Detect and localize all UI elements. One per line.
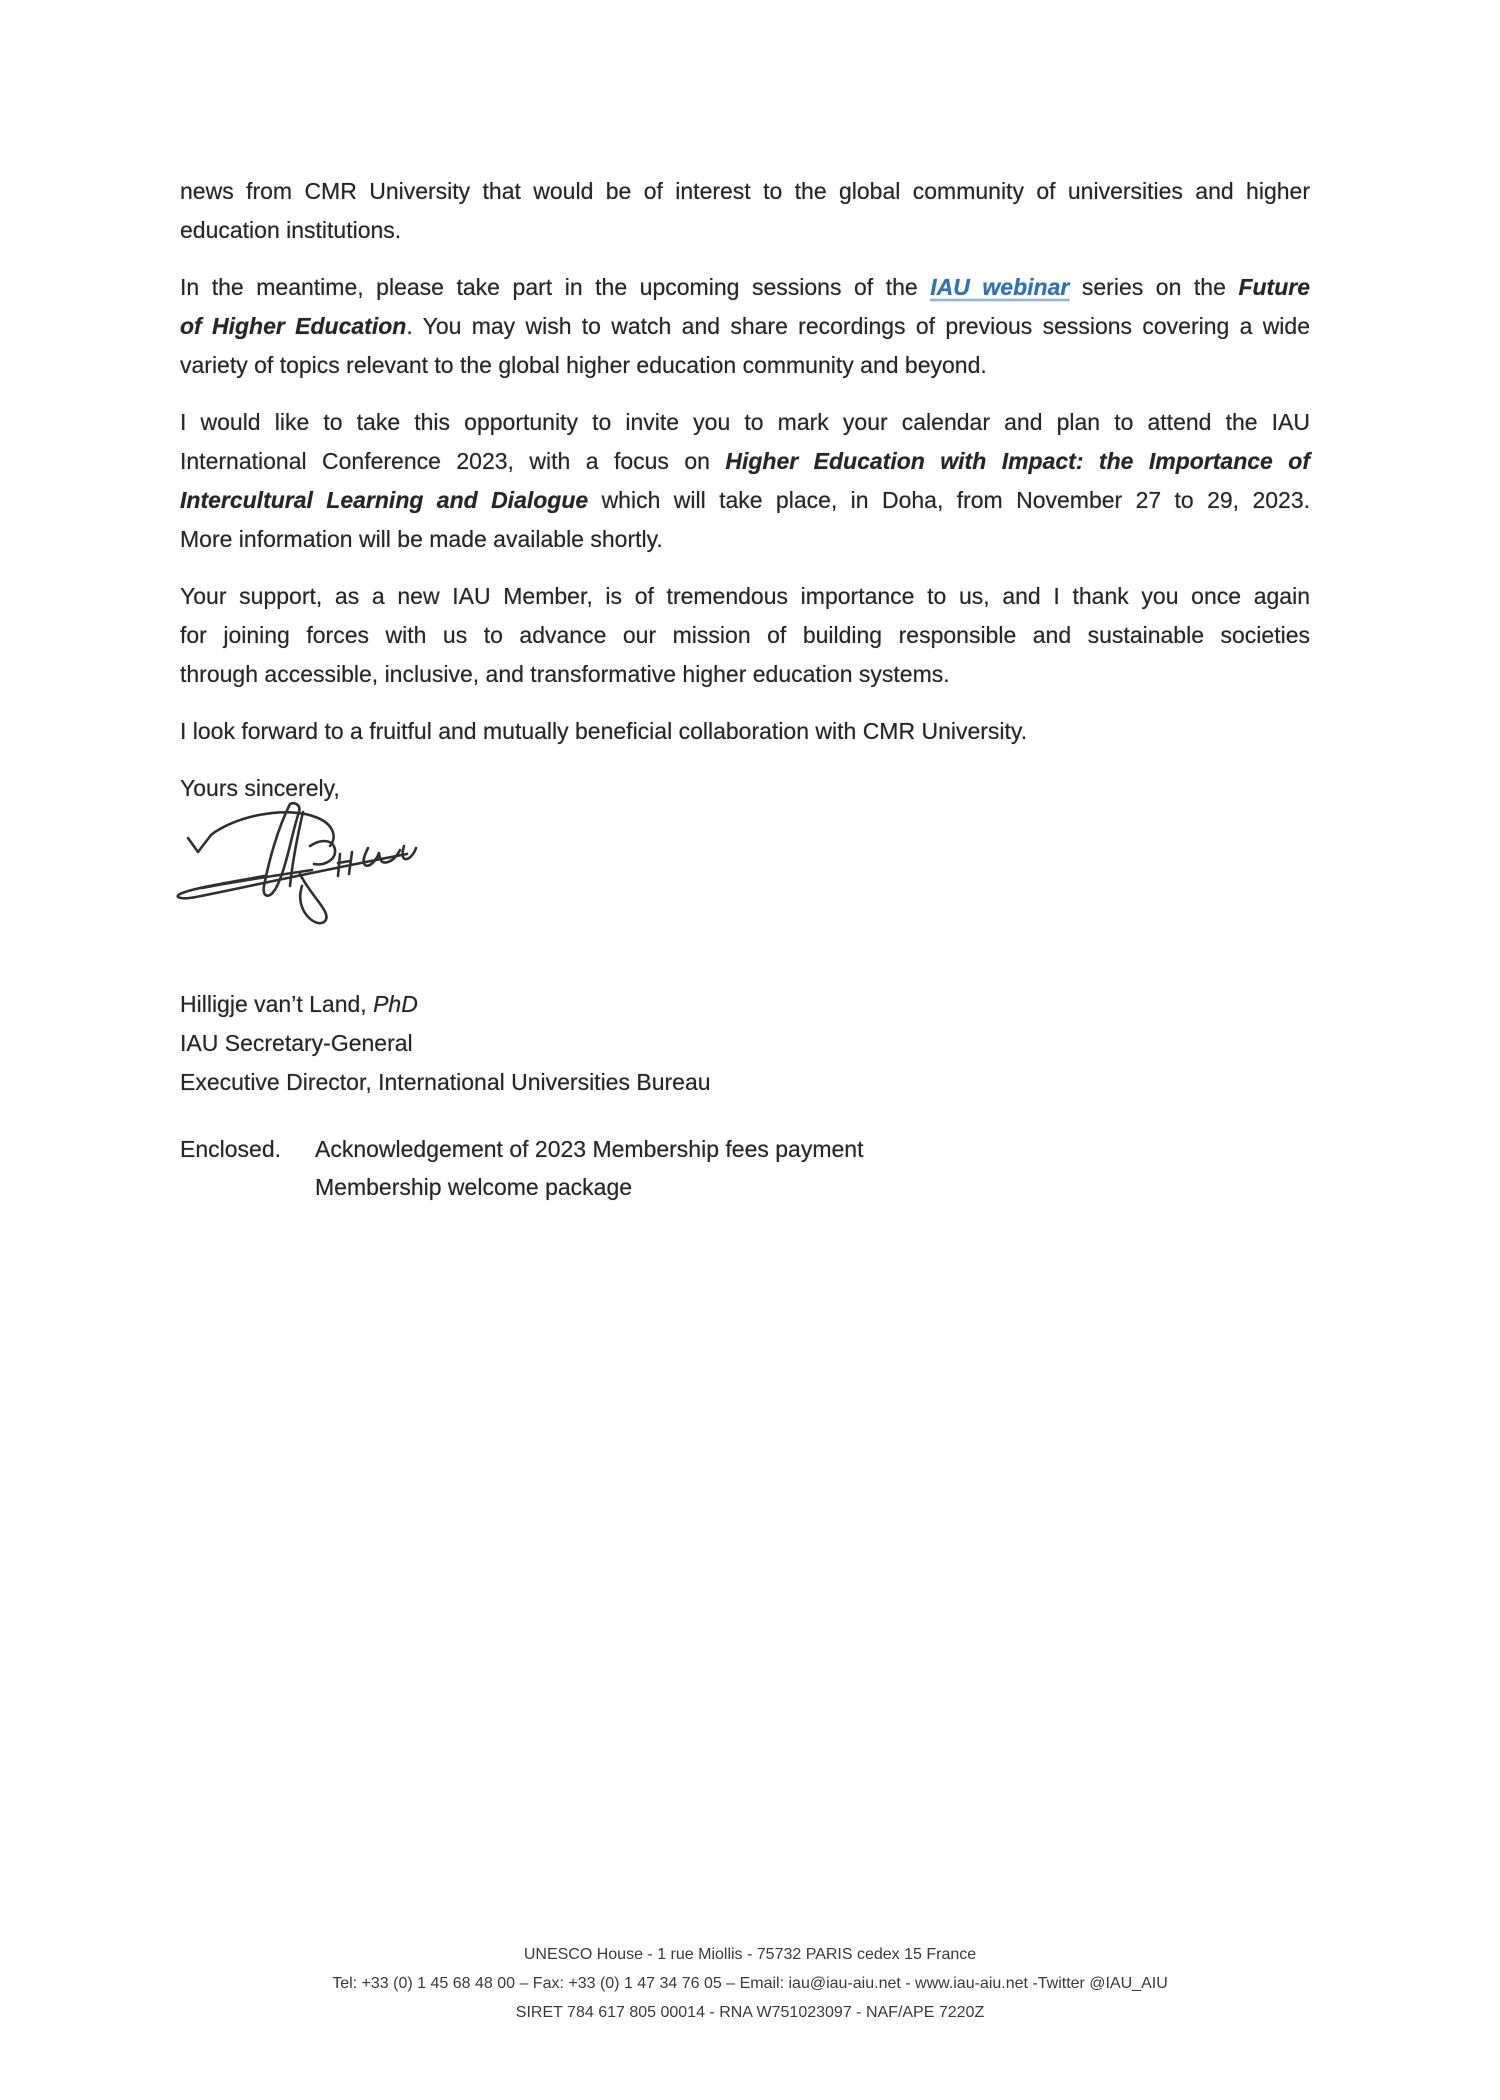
text-run: I would like to take this opportunity to invite you to mark your calendar and plan to attend the IAU — [180, 409, 1310, 435]
paragraph — [180, 172, 1310, 250]
enclosure-items — [315, 1130, 863, 1206]
body-line — [180, 577, 1310, 616]
text-run: PhD — [373, 991, 418, 1017]
enclosure-block — [180, 1130, 863, 1206]
paragraph — [180, 577, 1310, 694]
signature-strokes — [172, 790, 432, 940]
body-line — [180, 442, 1310, 481]
iau-webinar-link[interactable]: IAU webinar — [930, 274, 1070, 300]
body-line — [180, 712, 1310, 751]
text-run: . You may wish to watch and share recordings of previous sessions covering a wide — [406, 313, 1310, 339]
paragraph — [180, 403, 1310, 559]
footer-registration-line: SIRET 784 617 805 00014 - RNA W751023097 - NAF/APE 7220Z — [515, 2004, 985, 2021]
text-run: for joining forces with us to advance our mission of building responsible and sustainable societies — [180, 622, 1310, 648]
paragraph — [180, 712, 1310, 751]
body-line — [180, 211, 1310, 250]
text-run: series on the — [1069, 274, 1239, 300]
body-line — [180, 346, 1310, 385]
body-line — [180, 520, 1310, 559]
body-line — [180, 986, 711, 1025]
text-run: news from CMR University that would be of interest to the global community of universities and higher — [180, 178, 1310, 204]
text-run: Future — [1238, 274, 1310, 300]
enclosure-label: Enclosed. — [180, 1136, 282, 1162]
paragraph — [180, 268, 1310, 385]
body-line — [180, 655, 1310, 694]
text-run: Higher Education with Impact: the Importance of — [725, 448, 1310, 474]
text-run: International Conference 2023, with a focus on — [180, 448, 726, 474]
body-line — [180, 268, 1310, 307]
text-run: IAU Secretary-General — [180, 1030, 413, 1056]
paragraph — [180, 986, 711, 1103]
text-run: More information will be made available shortly. — [180, 526, 663, 552]
footer-contact-line: Tel: +33 (0) 1 45 68 48 00 – Fax: +33 (0) 1 47 34 76 05 – Email: iau@iau-aiu.net - www.iau-aiu.net -Twitter @IAU_AIU — [332, 1975, 1168, 1992]
footer — [0, 1940, 1500, 2027]
enclosure-item: Acknowledgement of 2023 Membership fees payment — [315, 1136, 864, 1162]
letter-body — [180, 172, 1310, 826]
body-line — [180, 1025, 711, 1064]
signature-image — [172, 790, 432, 940]
text-run: Yours sincerely, — [180, 775, 340, 801]
text-run: through accessible, inclusive, and transformative higher education systems. — [180, 661, 950, 687]
text-run: of Higher Education — [180, 313, 407, 339]
text-run: education institutions. — [180, 217, 402, 243]
enclosure-item: Membership welcome package — [315, 1174, 633, 1200]
text-run: Executive Director, International Universities Bureau — [180, 1069, 711, 1095]
body-line — [180, 172, 1310, 211]
body-line — [180, 1064, 711, 1103]
text-run: variety of topics relevant to the global higher education community and beyond. — [180, 352, 987, 378]
text-run: which will take place, in Doha, from November 27 to 29, 2023. — [588, 487, 1310, 513]
body-line — [180, 307, 1310, 346]
text-run: Hilligje van’t Land, — [180, 991, 374, 1017]
body-line — [180, 403, 1310, 442]
body-line — [180, 481, 1310, 520]
text-run: Your support, as a new IAU Member, is of tremendous importance to us, and I thank you once again — [180, 583, 1310, 609]
footer-address-line: UNESCO House - 1 rue Miollis - 75732 PARIS cedex 15 France — [523, 1946, 977, 1963]
body-line — [180, 616, 1310, 655]
text-run: In the meantime, please take part in the upcoming sessions of the — [180, 274, 931, 300]
text-run: Intercultural Learning and Dialogue — [180, 487, 589, 513]
signature-block — [180, 986, 711, 1121]
text-run: I look forward to a fruitful and mutually beneficial collaboration with CMR University. — [180, 718, 1028, 744]
